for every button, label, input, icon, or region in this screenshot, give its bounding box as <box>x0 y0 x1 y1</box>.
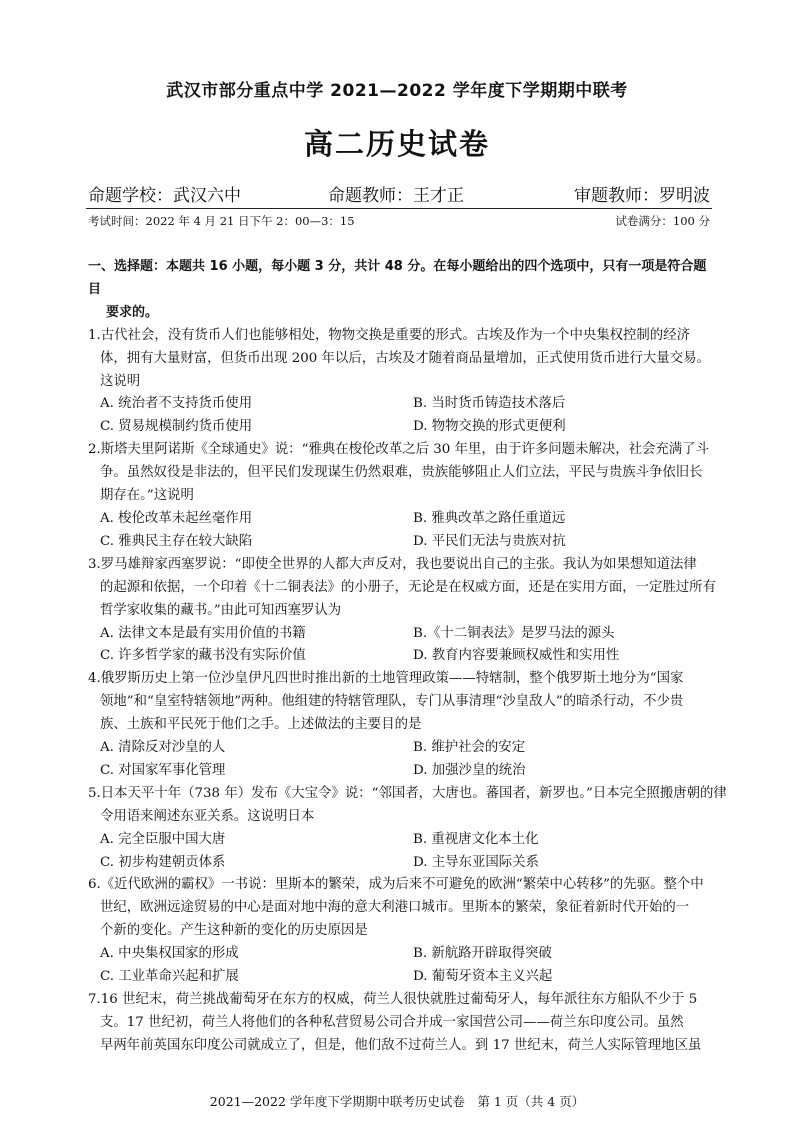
question-line: 3.罗马雄辩家西塞罗说：“即使全世界的人都大声反对，我也要说出自己的主张。我认为如果想知道法律 <box>88 556 697 572</box>
option-c: C. 贸易规模制约货币使用 <box>100 419 253 435</box>
question-line: 4.俄罗斯历史上第一位沙皇伊凡四世时推出新的土地管理政策——特辖制，整个俄罗斯土地分为“国家 <box>88 671 684 687</box>
question-1 <box>88 325 714 440</box>
question-line: 哲学家收集的藏书。”由此可知西塞罗认为 <box>100 602 342 618</box>
option-d: D. 葡萄牙资本主义兴起 <box>413 969 553 985</box>
question-line: 这说明 <box>100 373 141 389</box>
option-c: C. 许多哲学家的藏书没有实际价值 <box>100 648 306 664</box>
page-footer: 2021—2022 学年度下学期期中联考历史试卷 第 1 页（共 4 页） <box>209 1094 585 1109</box>
option-a: A. 统治者不支持货币使用 <box>100 396 253 412</box>
option-b: B.《十二铜表法》是罗马法的源头 <box>413 625 615 641</box>
question-line: 支。17 世纪初，荷兰人将他们的各种私营贸易公司合并成一家国营公司——荷兰东印度公司。虽然 <box>100 1014 684 1030</box>
question-5 <box>88 783 727 875</box>
option-c: C. 对国家军事化管理 <box>100 762 226 778</box>
option-c: C. 雅典民主存在较大缺陷 <box>100 533 253 549</box>
option-b: B. 当时货币铸造技术落后 <box>413 396 566 412</box>
option-a: A. 清除反对沙皇的人 <box>100 740 226 756</box>
question-reviewer: 审题教师：罗明波 <box>574 186 710 206</box>
question-line: 1.古代社会，没有货币人们也能够相处，物物交换是重要的形式。古埃及作为一个中央集权控制的经济 <box>88 327 690 343</box>
option-b: B. 新航路开辟取得突破 <box>413 946 552 962</box>
question-content <box>88 256 727 1058</box>
question-line: 6.《近代欧洲的霸权》一书说：里斯本的繁荣，成为后来不可避免的欧洲“繁荣中心转移”的先驱。整个中 <box>88 877 704 893</box>
question-line: 5.日本天平十年（738 年）发布《大宝令》说：“邻国者，大唐也。蕃国者，新罗也。”日本完全照搬唐朝的律 <box>88 785 727 801</box>
option-b: B. 雅典改革之路任重道远 <box>413 510 566 526</box>
option-b: B. 重视唐文化本土化 <box>413 831 539 847</box>
option-a: A. 完全臣服中国大唐 <box>100 831 226 847</box>
question-line: 体，拥有大量财富，但货币出现 200 年以后，古埃及才随着商品量增加，正式使用货币进行大量交易。 <box>100 350 710 366</box>
author-line <box>88 181 710 205</box>
option-a: A. 梭伦改革未起丝毫作用 <box>100 510 253 526</box>
question-setter: 命题教师：王才正 <box>328 186 464 206</box>
question-line: 7.16 世纪末，荷兰挑战葡萄牙在东方的权威，荷兰人很快就胜过葡萄牙人，每年派往东方船队不少于 5 <box>88 992 698 1007</box>
option-d: D. 平民们无法与贵族对抗 <box>413 533 566 549</box>
exam-time: 考试时间：2022 年 4 月 21 日下午 2：00—3：15 <box>88 214 355 228</box>
option-d: D. 物物交换的形式更便利 <box>413 419 566 435</box>
exam-meta <box>88 213 710 229</box>
full-score: 试卷满分：100 分 <box>615 214 710 228</box>
option-a: A. 法律文本是最有实用价值的书籍 <box>100 625 306 641</box>
question-line: 争。虽然奴役是非法的，但平民们发现谋生仍然艰难，贵族能够阻止人们立法，平民与贵族斗争依旧长 <box>100 465 703 481</box>
section-heading: 一、选择题：本题共 16 小题，每小题 3 分，共计 48 分。在每小题给出的四个选项中，只有一项是符合题目 <box>88 259 707 297</box>
question-line: 世纪，欧洲远途贸易的中心是面对地中海的意大利港口城市。里斯本的繁荣，象征着新时代开始的一 <box>100 900 690 916</box>
question-line: 族、土族和平民死于他们之手。上述做法的主要目的是 <box>100 717 422 733</box>
option-d: D. 主导东亚国际关系 <box>413 854 539 870</box>
question-line: 个新的变化。产生这种新的变化的历史原因是 <box>100 923 368 939</box>
question-line: 2.斯塔夫里阿诺斯《全球通史》说：“雅典在梭伦改革之后 30 年里，由于许多问题未解决，社会充满了斗 <box>88 442 709 458</box>
question-3 <box>88 554 714 669</box>
option-c: C. 工业革命兴起和扩展 <box>100 969 239 985</box>
option-d: D. 加强沙皇的统治 <box>413 762 526 778</box>
option-b: B. 维护社会的安定 <box>413 740 526 756</box>
question-line: 的起源和依据，一个印着《十二铜表法》的小册子，无论是在权威方面，还是在实用方面，一定胜过所有 <box>100 579 716 595</box>
question-2 <box>88 439 714 554</box>
question-6 <box>88 874 714 989</box>
question-line: 期存在。”这说明 <box>100 488 194 504</box>
header-divider <box>86 208 712 209</box>
question-line: 早两年前英国东印度公司就成立了，但是，他们敌不过荷兰人。到 17 世纪末，荷兰人实际管理地区虽 <box>100 1037 702 1053</box>
question-4 <box>88 668 714 783</box>
question-line: 令用语来阐述东亚关系。这说明日本 <box>100 808 315 824</box>
section-heading-cont: 要求的。 <box>106 304 159 320</box>
question-7 <box>88 989 714 1058</box>
exam-subtitle: 高二历史试卷 <box>303 127 490 161</box>
option-a: A. 中央集权国家的形成 <box>100 946 239 962</box>
option-c: C. 初步构建朝贡体系 <box>100 854 226 870</box>
exam-title: 武汉市部分重点中学 2021—2022 学年度下学期期中联考 <box>166 81 628 101</box>
option-d: D. 教育内容要兼顾权威性和实用性 <box>413 648 620 664</box>
setter-school: 命题学校：武汉六中 <box>88 186 241 206</box>
question-line: 领地”和“皇室特辖领地”两种。他组建的特辖管理队，专门从事清理“沙皇敌人”的暗杀行动，不少贵 <box>100 694 684 710</box>
